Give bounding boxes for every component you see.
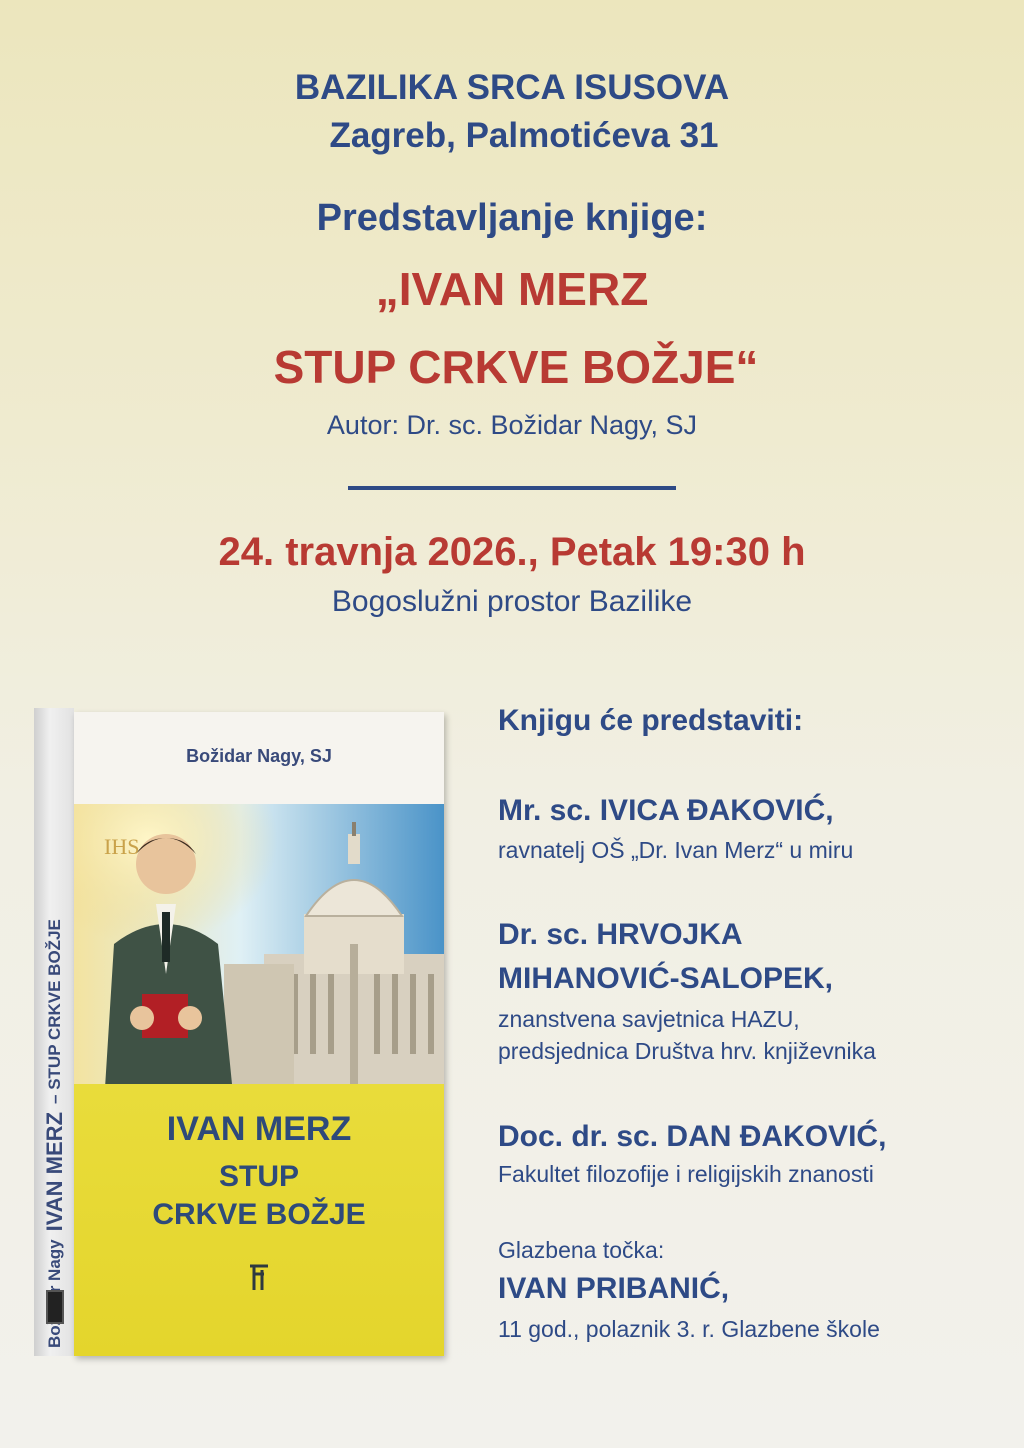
venue-name: BAZILIKA SRCA ISUSOVA <box>294 68 730 107</box>
book-title-line-2: STUP CRKVE BOŽJE“ <box>273 341 759 393</box>
book-cover <box>74 712 444 1356</box>
svg-text:IHS: IHS <box>104 834 140 859</box>
music-label: Glazbena točka: <box>498 1237 665 1263</box>
book-author: Autor: Dr. sc. Božidar Nagy, SJ <box>326 410 698 440</box>
divider <box>348 486 676 490</box>
book-image <box>34 708 444 1356</box>
spine-subtitle: – STUP CRKVE BOŽJE <box>45 919 64 1104</box>
cover-author: Božidar Nagy, SJ <box>186 746 332 766</box>
venue-address: Zagreb, Palmotićeva 31 <box>329 116 719 155</box>
cover-title-line-2: STUP <box>218 1160 299 1193</box>
presenter-name: Mr. sc. IVICA ĐAKOVIĆ, <box>498 794 834 827</box>
spine-title: IVAN MERZ <box>42 1111 67 1232</box>
presenter-name: Dr. sc. HRVOJKA <box>498 918 743 951</box>
presenter-role-line-2: predsjednica Društva hrv. književnika <box>498 1038 876 1064</box>
musician-role: 11 god., polaznik 3. r. Glazbene škole <box>498 1316 880 1342</box>
book-spine <box>34 708 74 1356</box>
publisher-logo-icon <box>242 1260 276 1294</box>
event-datetime: 24. travnja 2026., Petak 19:30 h <box>218 530 806 574</box>
musician-name: IVAN PRIBANIĆ, <box>498 1272 730 1305</box>
cover-title-line-1: IVAN MERZ <box>166 1110 352 1148</box>
event-location: Bogoslužni prostor Bazilike <box>331 585 693 618</box>
presenter-role: znanstvena savjetnica HAZU, <box>498 1006 800 1032</box>
cover-illustration <box>74 804 444 1104</box>
presenter-role: ravnatelj OŠ „Dr. Ivan Merz“ u miru <box>498 837 854 863</box>
presenter-name: Doc. dr. sc. DAN ĐAKOVIĆ, <box>498 1120 887 1153</box>
presenter-role: Fakultet filozofije i religijskih znanosti <box>498 1161 874 1187</box>
cover-title-line-3: CRKVE BOŽJE <box>152 1198 366 1231</box>
presenter-name-line-2: MIHANOVIĆ-SALOPEK, <box>498 962 834 995</box>
spine-text <box>38 728 72 1348</box>
presenters-heading: Knjigu će predstaviti: <box>498 704 804 737</box>
event-type: Predstavljanje knjige: <box>316 197 708 239</box>
book-title-line-1: „IVAN MERZ <box>375 263 649 315</box>
publisher-logo-icon <box>46 1290 64 1324</box>
